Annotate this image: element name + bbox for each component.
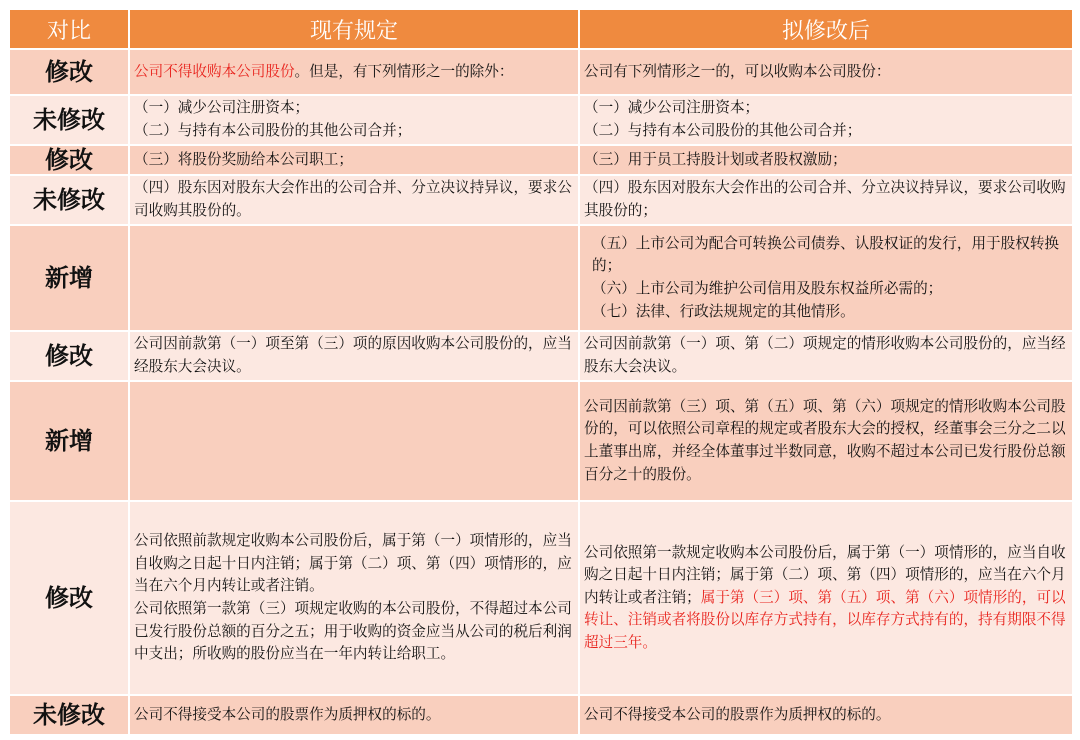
proposed-cell <box>580 382 1072 500</box>
header-row <box>10 10 1072 48</box>
current-text: （一）减少公司注册资本； <box>134 99 310 117</box>
current-cell <box>130 382 578 500</box>
current-text: 公司依照第一款第（三）项规定收购的本公司股份，不得超过本公司已发行股份总额的百分之五；用于收购的资金应当从公司的税后利润中支出；所收购的股份应当在一年内转让给职工。 <box>134 600 572 663</box>
proposed-cell <box>580 50 1072 94</box>
current-text: （三）将股份奖励给本公司职工； <box>134 150 353 168</box>
header-proposed: 拟修改后 <box>580 10 1072 48</box>
current-text: 公司因前款第（一）项至第（三）项的原因收购本公司股份的，应当经股东大会决议。 <box>134 335 572 375</box>
row-type: 修改 <box>10 502 128 694</box>
current-cell <box>130 50 578 94</box>
table-row <box>10 502 1072 694</box>
proposed-text: （四）股东因对股东大会作出的公司合并、分立决议持异议，要求公司收购其股份的； <box>584 179 1066 219</box>
current-cell <box>130 502 578 694</box>
highlight-text: 公司不得收购本公司股份 <box>134 62 295 80</box>
header-current: 现有规定 <box>130 10 578 48</box>
proposed-text: 公司因前款第（一）项、第（二）项规定的情形收购本公司股份的，应当经股东大会决议。 <box>584 335 1066 375</box>
table-row <box>10 96 1072 144</box>
proposed-cell <box>580 332 1072 380</box>
row-type: 未修改 <box>10 696 128 734</box>
proposed-text: （六）上市公司为维护公司信用及股东权益所必需的； <box>592 280 943 297</box>
table-row <box>10 50 1072 94</box>
row-type: 新增 <box>10 382 128 500</box>
row-type: 修改 <box>10 332 128 380</box>
current-cell <box>130 96 578 144</box>
row-type: 修改 <box>10 50 128 94</box>
proposed-text: （二）与持有本公司股份的其他公司合并； <box>584 122 862 139</box>
highlight-text: 属于第（三）项、第（五）项、第（六）项情形的，可以转让、注销或者将股份以库存方式持有，以库存方式持有的，持有期限不得超过三年。 <box>584 588 1066 651</box>
row-type: 新增 <box>10 226 128 330</box>
current-text: （二）与持有本公司股份的其他公司合并； <box>134 122 412 139</box>
current-text: 。但是，有下列情形之一的除外： <box>294 62 514 80</box>
proposed-cell <box>580 696 1072 734</box>
table-row <box>10 226 1072 330</box>
proposed-text: （三）用于员工持股计划或者股权激励； <box>584 150 847 168</box>
header-type: 对比 <box>10 10 128 48</box>
current-text: （四）股东因对股东大会作出的公司合并、分立决议持异议，要求公司收购其股份的。 <box>134 179 572 219</box>
comparison-table <box>8 8 1074 736</box>
proposed-cell <box>580 96 1072 144</box>
row-type: 修改 <box>10 146 128 174</box>
row-type: 未修改 <box>10 96 128 144</box>
proposed-text: 公司因前款第（三）项、第（五）项、第（六）项规定的情形收购本公司股份的，可以依照公司章程的规定或者股东大会的授权，经董事会三分之二以上董事出席，并经全体董事过半数同意，收购不超过本公司已发行股份总额百分之十的股份。 <box>584 397 1066 483</box>
current-cell <box>130 226 578 330</box>
current-cell <box>130 146 578 174</box>
current-cell <box>130 696 578 734</box>
proposed-cell <box>580 176 1072 224</box>
proposed-cell <box>580 502 1072 694</box>
current-text: 公司依照前款规定收购本公司股份后，属于第（一）项情形的，应当自收购之日起十日内注销；属于第（二）项、第（四）项情形的，应当在六个月内转让或者注销。 <box>134 532 572 595</box>
row-type: 未修改 <box>10 176 128 224</box>
proposed-text: 公司有下列情形之一的，可以收购本公司股份： <box>584 62 891 80</box>
current-cell <box>130 176 578 224</box>
proposed-text: （一）减少公司注册资本； <box>584 99 760 117</box>
proposed-cell <box>580 146 1072 174</box>
table-row <box>10 176 1072 224</box>
proposed-text: 公司不得接受本公司的股票作为质押权的标的。 <box>584 705 891 723</box>
current-cell <box>130 332 578 380</box>
current-text: 公司不得接受本公司的股票作为质押权的标的。 <box>134 705 441 723</box>
proposed-text: 公司依照第一款规定收购本公司股份后，属于第（一）项情形的，应当自收购之日起十日内注销；属于第（二）项、第（四）项情形的，应当在六个月内转让或者注销； <box>584 543 1066 606</box>
table-row <box>10 146 1072 174</box>
table-row <box>10 696 1072 734</box>
proposed-cell <box>580 226 1072 330</box>
proposed-text: （七）法律、行政法规规定的其他情形。 <box>592 302 855 320</box>
proposed-text: （五）上市公司为配合可转换公司债券、认股权证的发行，用于股权转换的； <box>592 234 1060 275</box>
table-row <box>10 382 1072 500</box>
table-row <box>10 332 1072 380</box>
